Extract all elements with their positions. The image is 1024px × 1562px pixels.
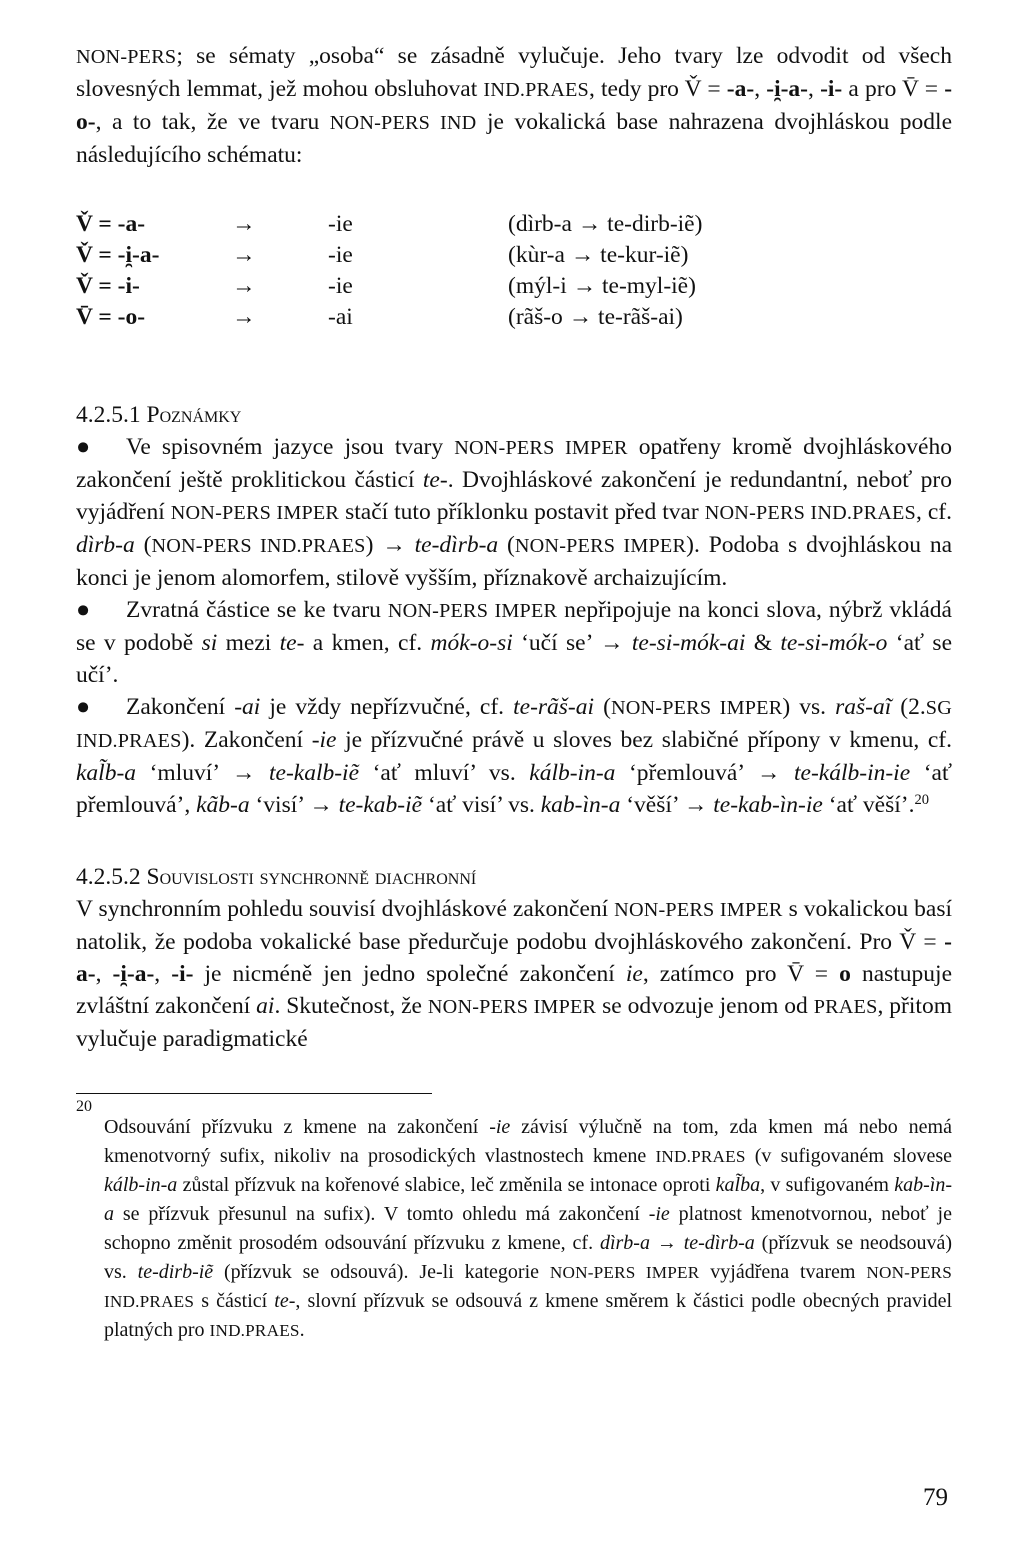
text: se přízvuk přesunul na sufix). V tomto ohledu má zakončení [114, 1203, 649, 1225]
arrow-icon: → [232, 304, 256, 330]
gloss: IND.PRAES [655, 1147, 746, 1166]
text: , [754, 76, 767, 102]
example-form: kálb-in-a [529, 760, 616, 786]
schema-ending: -ie [328, 211, 353, 237]
text: ‘ať mluví’ vs. [359, 760, 530, 786]
footnote-ref: 20 [914, 792, 930, 808]
text: ‘učí se’ → [512, 630, 632, 656]
text: ( [134, 532, 152, 558]
text: & [745, 630, 781, 656]
gloss: NON-PERS [76, 46, 177, 68]
example-form: mók-o-si [430, 630, 513, 656]
schema-base: V̌ = -a- [76, 211, 146, 237]
text: a pro V̄ = [842, 76, 945, 102]
morpheme: -a- [76, 929, 952, 987]
text: zůstal přízvuk na kořenové slabice, leč změnila se intonace oproti [177, 1174, 716, 1196]
text: ‘ať se učí’. [76, 630, 953, 688]
example-form: te-kalb-iẽ [268, 760, 360, 786]
text: ‘přemlouvá’ → [615, 760, 794, 786]
text: platnost kmenotvornou, neboť je schopno změnit prosodém odsouvání přízvuku z kmene, cf. [104, 1203, 952, 1254]
text: stačí tuto příklonku postavit před tvar [339, 499, 705, 525]
example-form: te-rãš-ai [513, 694, 595, 720]
text: ; se sématy „osoba“ se zásadně vylučuje. Jeho tvary lze odvodit od všech slovesných lemmat, jež mohou obsluhovat [76, 43, 952, 102]
text: (přízvuk se odsouvá). Je-li kategorie [213, 1261, 550, 1283]
text: ‘visí’ → [249, 792, 339, 818]
example-form: kal̃ba [715, 1174, 761, 1196]
schema-example: (kùr-a → te-kur-iẽ) [508, 242, 689, 268]
text: . [299, 1319, 305, 1341]
text: se odvozuje jenom od [596, 993, 814, 1019]
section-title: Souvislosti synchronně diachronní [146, 864, 477, 890]
text: ) vs. [782, 694, 836, 720]
example-form: te- [274, 1290, 296, 1312]
example-form: te-kab-iẽ [338, 792, 423, 818]
gloss: NON-PERS IMPER [387, 600, 558, 622]
text: → [649, 1232, 684, 1254]
text: , v sufigovaném [760, 1174, 895, 1196]
arrow-icon: → [232, 242, 256, 268]
gloss: IND.PRAES [483, 79, 589, 101]
gloss: NON-PERS IMPER [170, 502, 340, 524]
example-form: -ie [489, 1116, 511, 1138]
text: , [154, 961, 172, 987]
text: Odsouvání přízvuku z kmene na zakončení [104, 1116, 490, 1138]
text: , a to tak, že ve tvaru [95, 109, 330, 135]
bullet-item [76, 594, 952, 691]
example-form: kãb-a [196, 792, 250, 818]
text: závisí výlučně na tom, zda kmen má nebo nemá kmenotvorný sufix, nikoliv na prosodických vlastnostech kmene [104, 1116, 952, 1167]
example-form: si [201, 630, 218, 656]
section-heading-poznamky [76, 399, 952, 431]
footnote-separator [76, 1093, 952, 1095]
schema-ending: -ie [328, 242, 353, 268]
gloss: SG IND.PRAES [76, 697, 952, 752]
text: Zakončení [126, 694, 235, 720]
text: , [95, 961, 113, 987]
gloss: PRAES [813, 996, 878, 1018]
text: je nicméně jen jedno společné zakončení [193, 961, 626, 987]
section-number: 4.2.5.2 [76, 864, 147, 890]
text: ‘ať visí’ vs. [422, 792, 541, 818]
gloss: NON-PERS IND.PRAES [704, 502, 916, 524]
example-form: kálb-in-a [104, 1174, 178, 1196]
schema-example: (dìrb-a → te-dirb-iẽ) [508, 211, 703, 237]
text: je vždy nepřízvučné, cf. [260, 694, 514, 720]
arrow-icon: → [232, 211, 256, 237]
bullet-item [76, 691, 952, 821]
bullet-icon: ● [76, 434, 91, 460]
schema-example: (rãš-o → te-rãš-ai) [508, 304, 683, 330]
gloss: NON-PERS IMPER [427, 996, 597, 1018]
text: a kmen, cf. [304, 630, 431, 656]
gloss: NON-PERS IMPER [454, 437, 628, 459]
text: s vokalickou basí natolik, že podoba vokalické base předurčuje podobu dvojhláskového zakončení. Pro V̌ = [76, 896, 952, 955]
text: V synchronním pohledu souvisí dvojhláskové zakončení [76, 896, 615, 922]
gloss: NON-PERS IND.PRAES [151, 535, 366, 557]
bullet-icon: ● [76, 694, 91, 720]
gloss: NON-PERS IND.PRAES [104, 1263, 952, 1311]
text: Zvratná částice se ke tvaru [126, 597, 388, 623]
text: opatřeny kromě dvojhláskového zakončení ještě proklitickou částicí [76, 434, 952, 493]
text: ). Podoba s dvojhláskou na konci je jenom alomorfem, stilově vyšším, příznakově archaizujícím. [76, 532, 952, 591]
example-form: kab-ìn-a [540, 792, 621, 818]
text: vyjádřena tvarem [699, 1261, 867, 1283]
example-form: ie [625, 961, 643, 987]
text: , tedy pro V̌ = [588, 76, 727, 102]
example-form: raš-aĩ [835, 694, 892, 720]
text: (přízvuk se neodsouvá) vs. [104, 1232, 953, 1283]
example-form: te-kálb-in-ie [794, 760, 911, 786]
example-form: -ie [648, 1203, 670, 1225]
gloss: NON-PERS IMPER [614, 899, 783, 921]
section-paragraph [76, 893, 952, 1055]
section-title: Poznámky [146, 402, 242, 428]
morpheme: o [839, 961, 851, 987]
text: , přitom vylučuje paradigmatické [76, 993, 952, 1052]
schema-base: V̌ = -i- [76, 273, 140, 299]
schema-row [76, 302, 952, 333]
text: ) → [365, 532, 415, 558]
text: . Dvojhláskové zakončení je redundantní, neboť pro vyjádření [76, 467, 952, 525]
text: (v sufigovaném slovese [745, 1145, 952, 1167]
footnote-rule [76, 1093, 432, 1094]
text: nepřipojuje na konci slova, nýbrž vkládá se v podobě [76, 597, 952, 656]
bullet-icon: ● [76, 597, 91, 623]
text: , zatímco pro V̄ = [642, 961, 840, 987]
text: , slovní přízvuk se odsouvá z kmene směrem k částici podle obecných pravidel platných pro [104, 1290, 952, 1341]
morpheme: -o- [76, 76, 953, 135]
schema-base: V̌ = -i̯-a- [76, 242, 160, 268]
schema-row [76, 271, 952, 302]
schema-row [76, 240, 952, 271]
page [76, 40, 952, 1345]
text: (2. [891, 694, 926, 720]
morpheme: -i- [171, 961, 194, 987]
schema-base: V̄ = -o- [76, 304, 146, 330]
section-heading-souvislosti [76, 861, 952, 893]
example-form: te-dirb-iẽ [137, 1261, 214, 1283]
page-number: 79 [923, 1484, 948, 1511]
example-form: dìrb-a [599, 1232, 650, 1254]
example-form: -ai [234, 694, 261, 720]
intro-paragraph [76, 40, 952, 171]
gloss: NON-PERS IMPER [610, 697, 783, 719]
text: nastupuje zvláštní zakončení [76, 961, 953, 1019]
example-form: te-dìrb-a [683, 1232, 755, 1254]
morpheme: -i̯-a- [766, 76, 809, 102]
text: je přízvučné právě u sloves bez slabičné přípony v kmenu, cf. [336, 727, 952, 753]
text: , [808, 76, 821, 102]
example-form: te-si-mók-o [780, 630, 888, 656]
text: mezi [217, 630, 280, 656]
example-form: kab-ìn-a [104, 1174, 953, 1225]
text: ( [498, 532, 515, 558]
example-form: te- [279, 630, 305, 656]
example-form: te- [422, 467, 448, 493]
gloss: NON-PERS IMPER [514, 535, 687, 557]
schema-row [76, 209, 952, 240]
ending-schema [76, 209, 952, 333]
bullet-item [76, 431, 952, 594]
gloss: NON-PERS IND [329, 112, 477, 134]
schema-ending: -ie [328, 273, 353, 299]
section-number: 4.2.5.1 [76, 402, 147, 428]
schema-example: (mýl-i → te-myl-iẽ) [508, 273, 696, 299]
example-form: dìrb-a [76, 532, 135, 558]
example-form: ai [256, 993, 275, 1019]
schema-ending: -ai [328, 304, 353, 330]
morpheme: -i- [820, 76, 843, 102]
example-form: kal̃b-a [76, 760, 137, 786]
text: ‘věší’ → [620, 792, 714, 818]
text: . Skutečnost, že [274, 993, 428, 1019]
text: ‘mluví’ → [136, 760, 269, 786]
gloss: NON-PERS IMPER [549, 1263, 700, 1282]
text: , cf. [915, 499, 952, 525]
text: s částicí [194, 1290, 275, 1312]
text: ‘ať věší’. [822, 792, 915, 818]
text: Ve spisovném jazyce jsou tvary [126, 434, 455, 460]
text: je vokalická base nahrazena dvojhláskou podle následujícího schématu: [76, 109, 952, 168]
text: ). Zakončení [181, 727, 312, 753]
arrow-icon: → [232, 273, 256, 299]
example-form: te-si-mók-ai [631, 630, 746, 656]
text: ( [594, 694, 611, 720]
example-form: te-kab-ìn-ie [713, 792, 823, 818]
text: ‘ať přemlouvá’, [76, 760, 952, 818]
morpheme: -a- [726, 76, 755, 102]
example-form: -ie [311, 727, 337, 753]
gloss: IND.PRAES [209, 1321, 300, 1340]
example-form: te-dìrb-a [414, 532, 499, 558]
morpheme: -i̯-a- [112, 961, 155, 987]
footnote: 20 Odsouvání přízvuku z kmene na zakončení -ie závisí výlučně na tom, zda kmen má nebo nemá kmenotvorný sufix, nikoliv na prosodických vlastnostech kmene IND.PRAES (v sufigovaném slovese kálb-in-a zůstal přízvuk na kořenové slabice, leč změnila se intonace oproti kal̃ba, v sufigovaném kab-ìn-a se přízvuk přesunul na sufix). V tomto ohledu má zakončení -ie platnost kmenotvornou, neboť je schopno změnit prosodém odsouvání přízvuku z kmene, cf. dìrb-a → te-dìrb-a (přízvuk se neodsouvá) vs. te-dirb-iẽ (přízvuk se odsouvá). Je-li kategorie NON-PERS IMPER vyjádřena tvarem NON-PERS IND.PRAES s částicí te-, slovní přízvuk se odsouvá z kmene směrem k částici podle obecných pravidel platných pro IND.PRAES. [76, 1098, 953, 1341]
